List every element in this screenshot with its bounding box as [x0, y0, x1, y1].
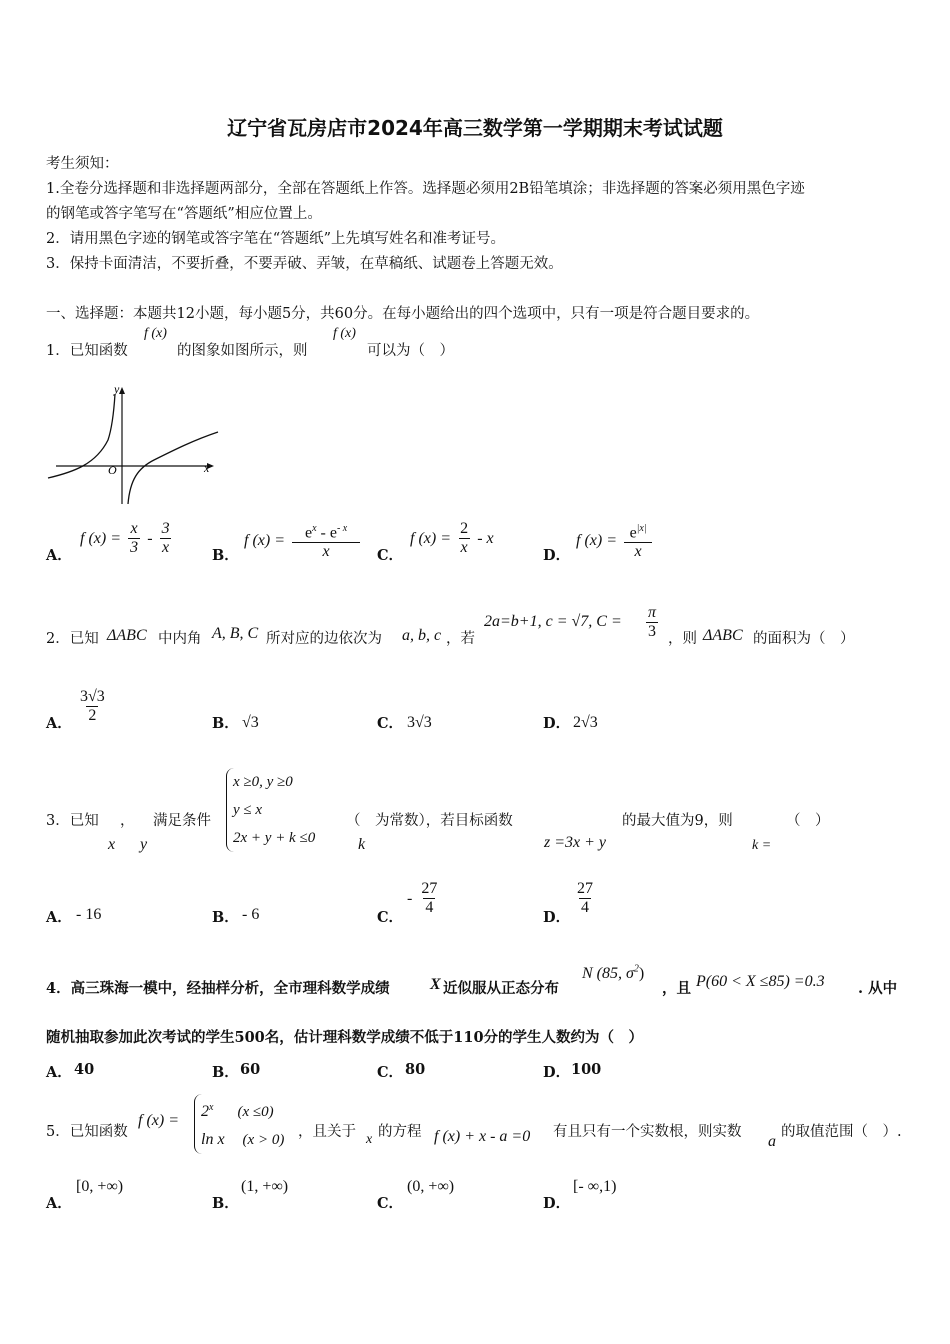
exponent: x [312, 523, 317, 534]
case-1 [201, 1094, 284, 1126]
case-1-base: 2 [201, 1103, 209, 1120]
q4-option-b[interactable]: 60 [240, 1061, 261, 1078]
q2-triangle-1: ΔABC [107, 627, 147, 644]
lhs: f (x) = [80, 530, 121, 547]
case-1-exponent: x [209, 1102, 214, 1113]
q4-option-a[interactable]: 40 [74, 1061, 95, 1078]
denominator: 2 [88, 707, 97, 724]
sign: - [407, 890, 413, 907]
lhs: f (x) = [410, 530, 451, 547]
q5-equation: f (x) + x - a =0 [434, 1128, 531, 1145]
fraction [292, 520, 360, 561]
numerator: π [648, 604, 657, 621]
dist-sup: 2 [633, 963, 639, 975]
y-axis-label: y [114, 382, 120, 396]
q2-triangle-2: ΔABC [703, 627, 743, 644]
q3-option-b[interactable]: - 6 [242, 906, 260, 923]
numerator: x [130, 520, 138, 537]
q1-option-b-label: B． [212, 547, 239, 564]
q3-option-c[interactable] [407, 880, 441, 917]
q4-line-1a: 4．高三珠海一模中，经抽样分析，全市理科数学成绩 [46, 980, 390, 997]
q1-option-a-label: A． [46, 547, 72, 564]
denominator: x [624, 542, 652, 561]
q1-fx-2: f (x) [333, 326, 356, 341]
lhs: f (x) = [576, 532, 617, 550]
case-2-expr: ln x [201, 1131, 225, 1148]
case-2 [201, 1126, 284, 1154]
q5-option-b[interactable]: (1, +∞) [241, 1178, 289, 1195]
q1-option-d-label: D． [543, 547, 571, 564]
q4-option-a-label: A． [46, 1064, 72, 1081]
q2-option-b-label: B． [212, 715, 239, 732]
page-title: 辽宁省瓦房店市2024年高三数学第一学期期末考试试题 [227, 116, 723, 140]
q3-option-d-label: D． [543, 909, 571, 926]
q2-option-a[interactable] [78, 688, 107, 725]
q1-prefix: 1．已知函数 [46, 343, 128, 359]
denominator: x [292, 542, 360, 561]
q5-text-1: ，且关于 [298, 1124, 356, 1140]
q3-var-k: k [358, 836, 366, 853]
q2-condition: 2a=b+1, c = √7, C = [484, 613, 622, 630]
q4-var-x: X [430, 976, 441, 993]
q1-option-a[interactable] [80, 520, 174, 557]
constraint-2: y ≤ x [233, 802, 263, 818]
q1-option-d[interactable] [576, 520, 654, 561]
tail: - x [477, 530, 494, 547]
q2-angles: A, B, C [212, 625, 259, 642]
q3-option-c-label: C． [377, 909, 404, 926]
notice-item-2: 2．请用黑色字迹的钢笔或答字笔在“答题纸”上先填写姓名和准考证号。 [46, 231, 506, 247]
q2-option-d-label: D． [543, 715, 571, 732]
q5-text-3: 有且只有一个实数根，则实数 [553, 1124, 742, 1140]
q5-text-4: 的取值范围（ ）. [781, 1124, 902, 1140]
notice-item-3: 3．保持卡面清洁，不要折叠，不要弄破、弄皱，在草稿纸、试题卷上答题无效。 [46, 256, 563, 272]
q5-fx: f (x) = [138, 1112, 179, 1129]
q3-prefix: 3．已知 [46, 813, 99, 829]
q1-option-c-label: C． [377, 547, 404, 564]
q2-text-1: 中内角 [158, 631, 202, 647]
q2-option-a-label: A． [46, 715, 72, 732]
q5-option-b-label: B． [212, 1195, 239, 1212]
numerator: 3√3 [80, 688, 105, 705]
x-axis-label: x [204, 461, 210, 475]
q5-prefix: 5．已知函数 [46, 1124, 128, 1140]
q4-option-d[interactable]: 100 [571, 1061, 602, 1078]
q3-text-1: 满足条件 [153, 813, 211, 829]
constraint-3: 2x + y + k ≤0 [233, 830, 316, 846]
exponent: - x [336, 523, 348, 534]
mid: - e [316, 524, 337, 542]
q1-option-c[interactable] [410, 520, 494, 557]
case-1-condition: (x ≤0) [237, 1104, 274, 1120]
denominator: 4 [425, 899, 434, 916]
numerator [628, 520, 649, 542]
q1-suffix: 可以为（ ） [367, 343, 454, 359]
q3-option-a-label: A． [46, 909, 72, 926]
q4-probability: P(60 < X ≤85) =0.3 [696, 973, 825, 990]
numerator: 27 [421, 880, 438, 897]
q3-k-equals: k = [752, 838, 772, 853]
q5-option-d-label: D． [543, 1195, 571, 1212]
q2-prefix: 2．已知 [46, 631, 99, 647]
q3-option-a[interactable]: - 16 [76, 906, 102, 923]
q4-line-2: 随机抽取参加此次考试的学生500名，估计理科数学成绩不低于110分的学生人数约为（ ） [46, 1029, 644, 1046]
q3-text-2: 的最大值为9，则 [622, 813, 733, 829]
q4-option-d-label: D． [543, 1064, 571, 1081]
q5-text-2: 的方程 [378, 1124, 422, 1140]
q5-option-d[interactable]: [- ∞,1) [573, 1178, 617, 1195]
lhs: f (x) = [244, 532, 285, 550]
fraction [458, 520, 470, 557]
fraction [160, 520, 172, 557]
constraint-1: x ≥0, y ≥0 [233, 774, 293, 790]
q2-sides: a, b, c [402, 627, 442, 644]
case-2-condition: (x > 0) [242, 1132, 285, 1148]
q5-piecewise [194, 1094, 284, 1154]
minus: - [147, 530, 153, 547]
q3-option-b-label: B． [212, 909, 239, 926]
denominator: x [460, 539, 468, 556]
fraction [624, 520, 652, 561]
q2-pi-over-3 [646, 604, 658, 641]
numerator [303, 520, 349, 542]
q1-option-b[interactable] [244, 520, 362, 561]
denominator: 3 [130, 539, 139, 556]
q4-option-c[interactable]: 80 [405, 1061, 426, 1078]
q1-function-graph [44, 380, 224, 510]
denominator: 4 [581, 899, 589, 916]
e-base: e [629, 524, 637, 542]
y-axis-arrow-icon [119, 387, 125, 394]
left-branch-curve [48, 394, 115, 478]
q3-option-d[interactable] [575, 880, 595, 917]
numerator: 2 [460, 520, 469, 537]
q4-line-1b: 近似服从正态分布 [443, 980, 559, 997]
q2-option-d[interactable]: 2√3 [573, 714, 598, 731]
q3-comma: ， [120, 813, 135, 829]
fraction [128, 520, 140, 557]
dist: N (85, σ [582, 965, 634, 982]
q5-var-a: a [768, 1133, 776, 1150]
e-base: e [304, 524, 313, 542]
exponent: |x| [636, 523, 647, 534]
q4-line-1d: . 从中 [858, 980, 898, 997]
q2-text-4: ，则 [668, 631, 697, 647]
q4-distribution [582, 963, 644, 983]
q4-line-1c: ，且 [662, 980, 691, 997]
numerator: 27 [577, 880, 593, 897]
q5-option-a[interactable]: [0, +∞) [76, 1178, 124, 1195]
denominator: x [162, 539, 170, 556]
q5-option-c[interactable]: (0, +∞) [407, 1178, 455, 1195]
q2-option-c-label: C． [377, 715, 404, 732]
q2-option-c[interactable]: 3√3 [407, 714, 432, 731]
notice-heading: 考生须知： [46, 156, 119, 172]
origin-label: O [108, 463, 117, 477]
q3-blank: （ ） [786, 813, 830, 829]
dist-close: ) [638, 965, 645, 982]
q4-option-c-label: C． [377, 1064, 404, 1081]
q1-middle: 的图象如图所示，则 [177, 343, 308, 359]
q5-option-c-label: C． [377, 1195, 404, 1212]
q3-constraint-system [226, 768, 315, 852]
q5-option-a-label: A． [46, 1195, 72, 1212]
q3-var-x: x [108, 836, 116, 853]
numerator: 3 [161, 520, 170, 537]
q2-text-3: ，若 [446, 631, 475, 647]
q3-var-y: y [140, 836, 148, 853]
notice-item-1-line-1: 1.全卷分选择题和非选择题两部分，全部在答题纸上作答。选择题必须用2B铅笔填涂；非选择题的答案必须用黑色字迹 [46, 181, 805, 197]
section-heading-choice: 一、选择题：本题共12小题，每小题5分，共60分。在每小题给出的四个选项中，只有一项是符合题目要求的。 [46, 306, 760, 322]
q4-option-b-label: B． [212, 1064, 239, 1081]
denominator: 3 [648, 623, 656, 640]
q5-var-x: x [366, 1132, 373, 1147]
q1-fx-1: f (x) [144, 326, 167, 341]
notice-item-1-line-2: 的钢笔或答字笔写在“答题纸”相应位置上。 [46, 206, 322, 222]
q2-option-b[interactable]: √3 [242, 714, 259, 731]
q3-objective: z =3x + y [544, 834, 607, 851]
q2-text-2: 所对应的边依次为 [266, 631, 382, 647]
q2-text-5: 的面积为（ ） [753, 631, 855, 647]
fraction [419, 880, 439, 917]
q3-paren: （ 为常数），若目标函数 [346, 813, 513, 829]
